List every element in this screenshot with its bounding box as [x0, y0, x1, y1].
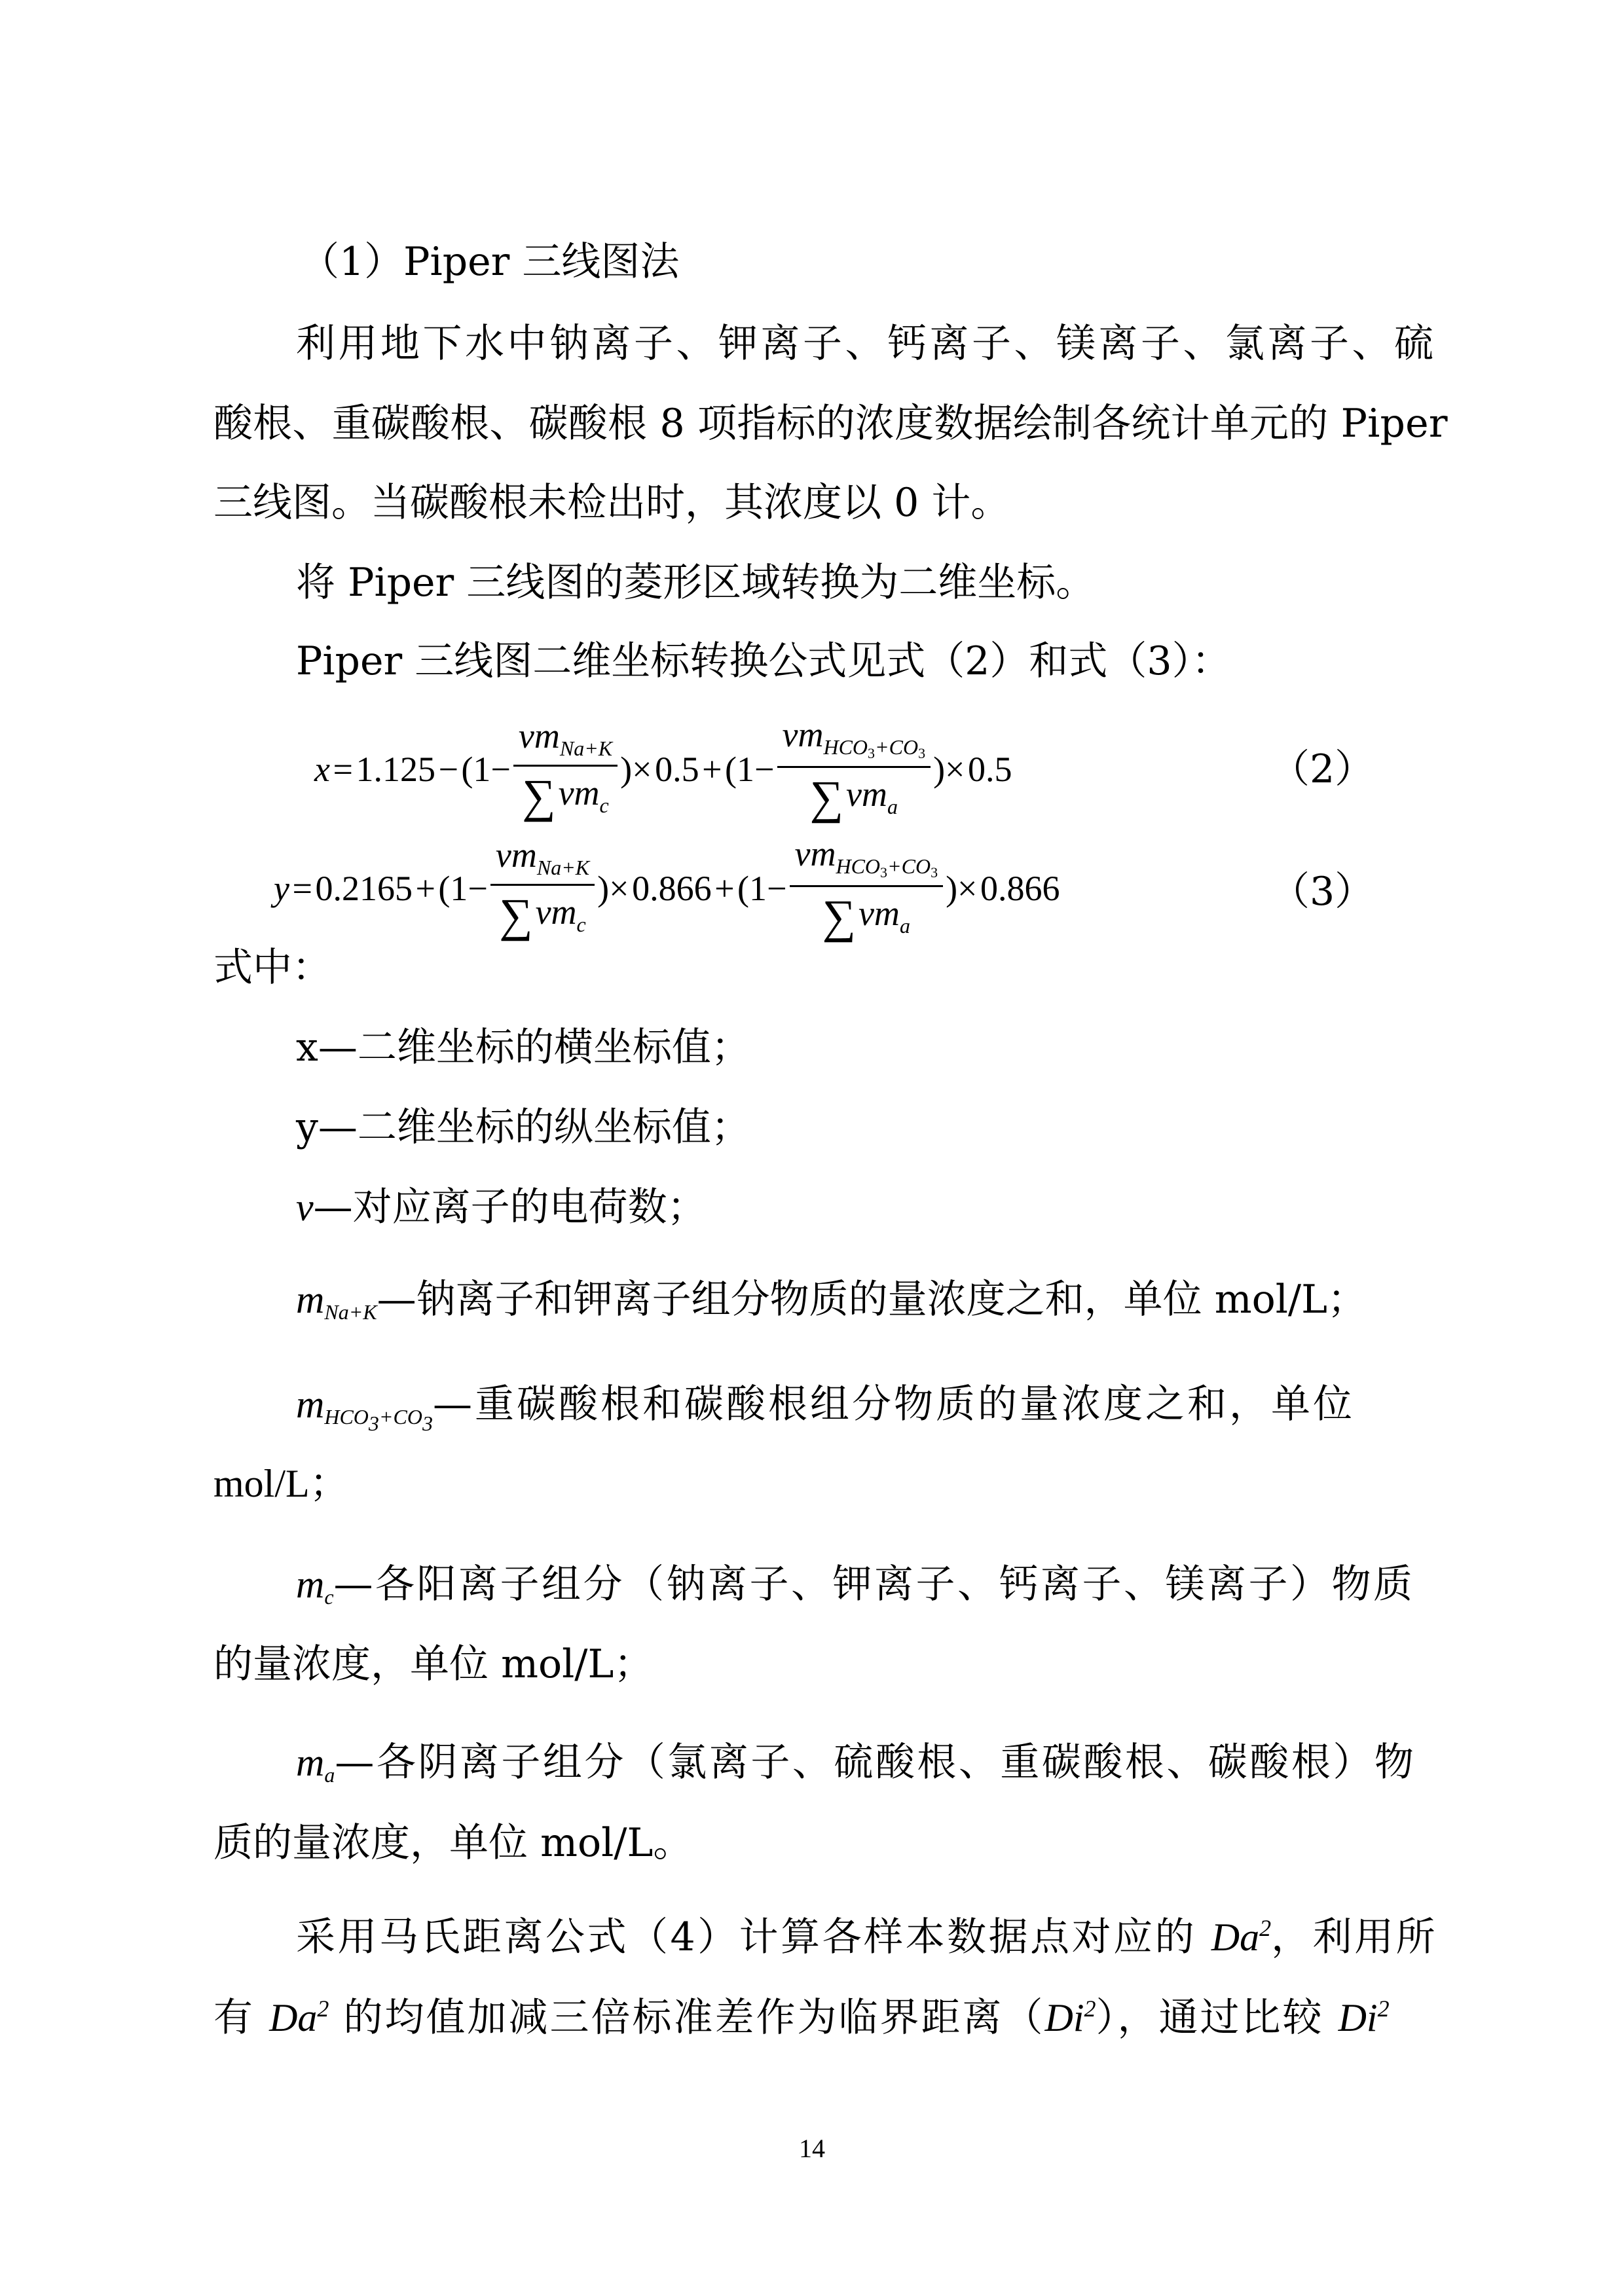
formula-x-const: 1.125 [356, 750, 435, 789]
definition-m-c-cont: 的量浓度，单位 mol/L； [213, 1641, 654, 1687]
section-heading: （1）Piper 三线图法 [300, 239, 680, 285]
formula-y-fraction-cation: $\frac{vm_{Na+K}}{\sum vm_c}$ [490, 835, 595, 943]
definition-x: x—二维坐标的横坐标值； [296, 1025, 750, 1070]
where-label: 式中： [213, 945, 331, 991]
page-number: 14 [799, 2134, 825, 2163]
definition-m-a-cont: 质的量浓度，单位 mol/L。 [213, 1820, 693, 1866]
formula-y-const: 0.2165 [315, 869, 413, 908]
definition-m-na-k: $m_{Na+K}—$钠离子和钾离子组分物质的量浓度之和，单位 mol/L； [296, 1277, 1367, 1324]
paragraph-1-line-3: 三线图。当碳酸根未检出时，其浓度以 0 计。 [213, 480, 1010, 526]
definition-m-hco3-co3: $m_{HCO_3+CO_3}—$重碳酸根和碳酸根组分物质的量浓度之和，单位 [296, 1381, 1355, 1435]
formula-y-lhs: y [274, 869, 289, 908]
symbol-m-a: $m_a$ [296, 1741, 335, 1787]
formula-x: x = 1.125 − (1− $\frac{vm_{Na+K}}{\sum vm_c}$ )× 0.5 + (1− $\frac{vm_{HCO_3+CO_3}}{\sum vm_a}$ )× 0.5 [314, 714, 1012, 824]
symbol-m-hco3-co3: $m_{HCO_3+CO_3}$ [296, 1383, 433, 1435]
symbol-m-na-k: $m_{Na+K}$ [296, 1278, 377, 1324]
paragraph-4-line-2: 有 Da$^2$ 的均值加减三倍标准差作为临界距离（Di$^2$），通过比较 Di$^2$ [213, 1995, 1390, 2041]
formula-x-fraction-cation: $\frac{vm_{Na+K}}{\sum vm_c}$ [513, 716, 618, 824]
symbol-v: v [296, 1186, 314, 1229]
equation-number-3: （3） [1270, 869, 1375, 915]
formula-y-fraction-anion: $\frac{vm_{HCO_3+CO_3}}{\sum vm_a}$ [790, 833, 944, 944]
definition-y: y—二维坐标的纵坐标值； [296, 1104, 750, 1150]
formula-x-lhs: x [314, 750, 330, 789]
formula-y: y = 0.2165 + (1− $\frac{vm_{Na+K}}{\sum vm_c}$ )× 0.866 + (1− $\frac{vm_{HCO_3+CO_3}}{\sum vm_a}$ )× 0.866 [274, 833, 1060, 943]
definition-m-a: $m_a—$各阴离子组分（氯离子、硫酸根、重碳酸根、碳酸根）物 [296, 1740, 1416, 1787]
paragraph-2: 将 Piper 三线图的菱形区域转换为二维坐标。 [296, 560, 1096, 606]
definition-m-c: $m_c—$各阳离子组分（钠离子、钾离子、钙离子、镁离子）物质 [296, 1561, 1415, 1609]
definition-m-hco3-co3-cont: mol/L； [213, 1462, 349, 1505]
paragraph-1-line-2: 酸根、重碳酸根、碳酸根 8 项指标的浓度数据绘制各统计单元的 Piper [213, 401, 1448, 446]
formula-x-fraction-anion: $\frac{vm_{HCO_3+CO_3}}{\sum vm_a}$ [777, 714, 931, 825]
definition-v: v—对应离子的电荷数； [296, 1184, 707, 1230]
symbol-m-c: $m_c$ [296, 1563, 334, 1609]
paragraph-1-line-1: 利用地下水中钠离子、钾离子、钙离子、镁离子、氯离子、硫 [296, 321, 1437, 367]
paragraph-3: Piper 三线图二维坐标转换公式见式（2）和式（3）： [296, 638, 1231, 684]
equation-number-2: （2） [1270, 746, 1375, 792]
paragraph-4-line-1: 采用马氏距离公式（4）计算各样本数据点对应的 Da$^2$，利用所 [296, 1914, 1438, 1960]
